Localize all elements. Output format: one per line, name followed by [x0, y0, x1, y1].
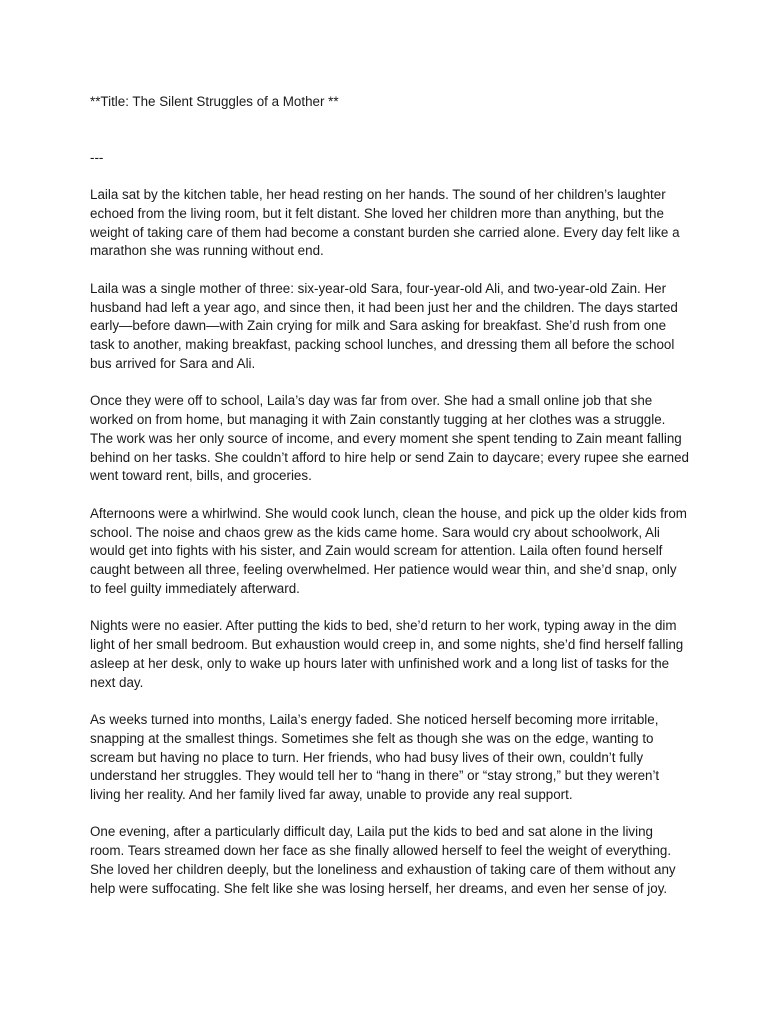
paragraph-7: One evening, after a particularly difficult day, Laila put the kids to bed and sat alone in the living room. Tears streamed down her face as she finally allowed herself to feel the weight of everything. She loved her children deeply, but the loneliness and exhaustion of taking care of them without any help were suffocating. She felt like she was losing herself, her dreams, and even her sense of joy. [90, 824, 676, 896]
document-body [90, 93, 690, 899]
paragraph-5: Nights were no easier. After putting the kids to bed, she’d return to her work, typing away in the dim light of her small bedroom. But exhaustion would creep in, and some nights, she’d find herself falling asleep at her desk, only to wake up hours later with unfinished work and a long list of tasks for the next day. [90, 618, 684, 690]
paragraph-6: As weeks turned into months, Laila’s energy faded. She noticed herself becoming more irritable, snapping at the smallest things. Sometimes she felt as though she was on the edge, wanting to scream but having no place to turn. Her friends, who had busy lives of their own, couldn’t fully understand her struggles. They would tell her to “hang in there” or “stay strong,” but they weren’t living her reality. And her family lived far away, unable to provide any real support. [90, 711, 660, 803]
paragraph-2: Laila was a single mother of three: six-year-old Sara, four-year-old Ali, and two-year-old Zain. Her husband had left a year ago, and since then, it had been just her and the children. The days started early—before dawn—with Zain crying for milk and Sara asking for breakfast. She’d rush from one task to another, making breakfast, packing school lunches, and dressing them all before the school bus arrived for Sara and Ali. [90, 280, 678, 371]
paragraph-4: Afternoons were a whirlwind. She would cook lunch, clean the house, and pick up the older kids from school. The noise and chaos grew as the kids came home. Sara would cry about schoolwork, Ali would get into fights with his sister, and Zain would scream for attention. Laila often found herself caught between all three, feeling overwhelmed. Her patience would wear thin, and she’d snap, only to feel guilty immediately afterward. [90, 505, 687, 596]
paragraph-1: Laila sat by the kitchen table, her head resting on her hands. The sound of her children’s laughter echoed from the living room, but it felt distant. She loved her children more than anything, but the weight of taking care of them had become a constant burden she carried alone. Every day felt like a marathon she was running without end. [90, 187, 680, 259]
section-divider: --- [90, 149, 104, 165]
document-title: **Title: The Silent Struggles of a Mother ** [90, 94, 339, 109]
paragraph-3: Once they were off to school, Laila’s day was far from over. She had a small online job that she worked on from home, but managing it with Zain constantly tugging at her clothes was a struggle. The work was her only source of income, and every moment she spent tending to Zain meant falling behind on her tasks. She couldn’t afford to hire help or send Zain to daycare; every rupee she earned went toward rent, bills, and groceries. [90, 393, 689, 484]
